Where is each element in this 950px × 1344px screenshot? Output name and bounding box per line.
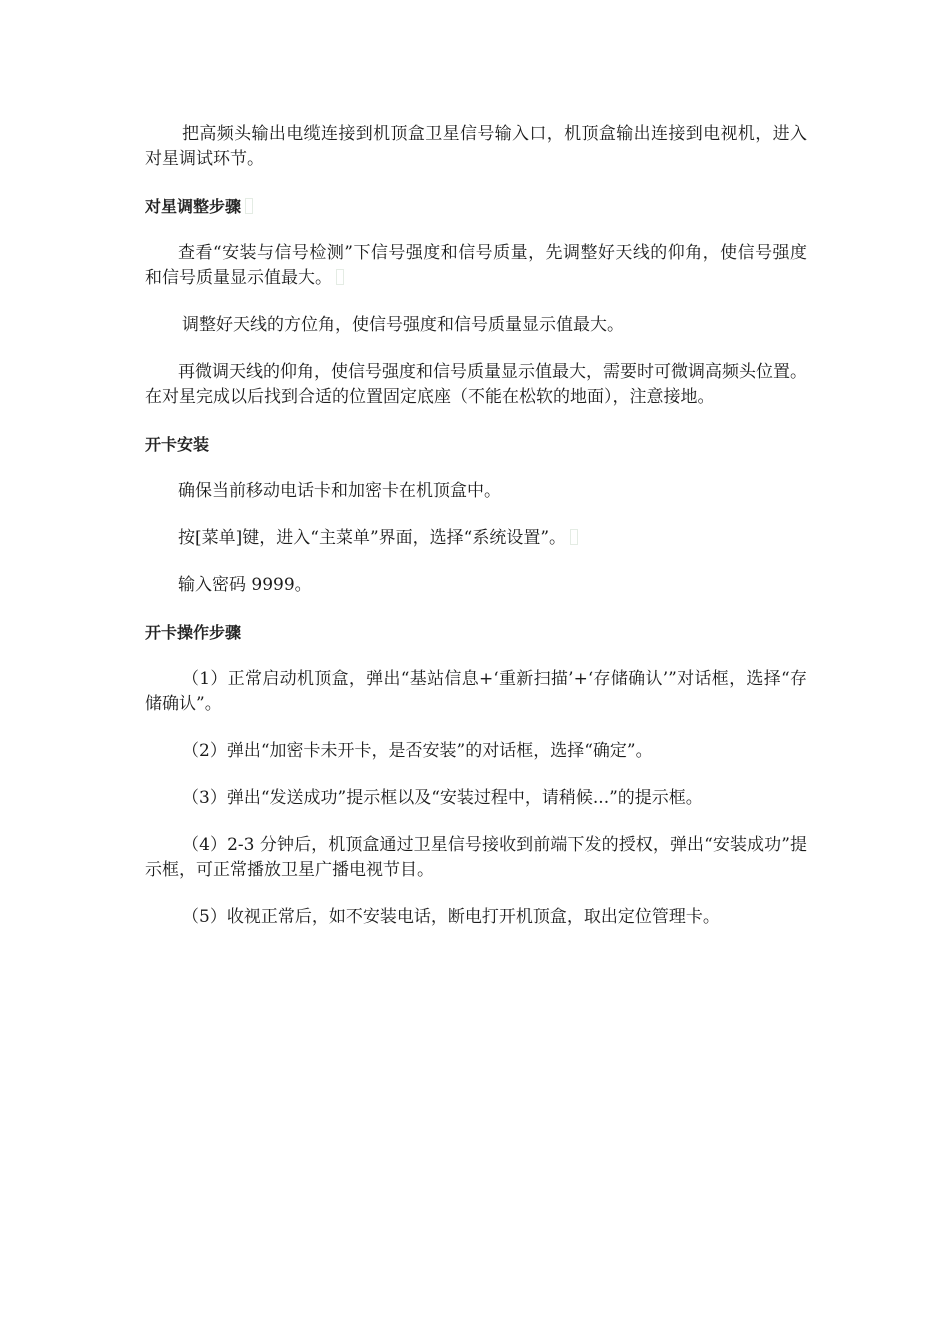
alignment-step-azimuth: 调整好天线的方位角，使信号强度和信号质量显示值最大。: [182, 315, 624, 335]
text-cursor-mark: [245, 198, 253, 214]
install-step-cards: 确保当前移动电话卡和加密卡在机顶盒中。: [178, 481, 501, 501]
operation-step-5: （5）收视正常后，如不安装电话，断电打开机顶盒，取出定位管理卡。: [182, 907, 720, 927]
section-heading-alignment: [145, 194, 807, 219]
install-step-menu-text: 按[菜单]键，进入“主菜单”界面，选择“系统设置”。: [178, 528, 567, 548]
alignment-step-finetune: 再微调天线的仰角，使信号强度和信号质量显示值最大，需要时可微调高频头位置。在对星完成以后找到合适的位置固定底座（不能在松软的地面），注意接地。: [145, 362, 807, 407]
document-body: [145, 122, 807, 952]
section-heading-card-install: 开卡安装: [145, 435, 210, 454]
operation-step-4: （4）2-3 分钟后，机顶盒通过卫星信号接收到前端下发的授权，弹出“安装成功”提示框，可正常播放卫星广播电视节目。: [145, 835, 807, 880]
section-heading-card-operation: 开卡操作步骤: [145, 623, 242, 642]
alignment-step-elevation: [145, 241, 807, 291]
intro-paragraph: 把高频头输出电缆连接到机顶盒卫星信号输入口，机顶盒输出连接到电视机，进入对星调试环节。: [145, 124, 807, 169]
operation-step-2: （2）弹出“加密卡未开卡，是否安装”的对话框，选择“确定”。: [182, 741, 653, 761]
install-step-menu: [145, 526, 807, 551]
operation-step-1: （1）正常启动机顶盒，弹出“基站信息+‘重新扫描’+‘存储确认’”对话框，选择“存储确认”。: [145, 669, 807, 714]
text-cursor-mark: [336, 269, 344, 285]
operation-step-3: （3）弹出“发送成功”提示框以及“安装过程中，请稍候...”的提示框。: [182, 788, 703, 808]
install-step-password: 输入密码 9999。: [178, 575, 312, 595]
alignment-step-elevation-text: 查看“安装与信号检测”下信号强度和信号质量，先调整好天线的仰角，使信号强度和信号质量显示值最大。: [145, 243, 807, 288]
text-cursor-mark: [570, 529, 578, 545]
section-heading-alignment-text: 对星调整步骤: [145, 197, 242, 216]
